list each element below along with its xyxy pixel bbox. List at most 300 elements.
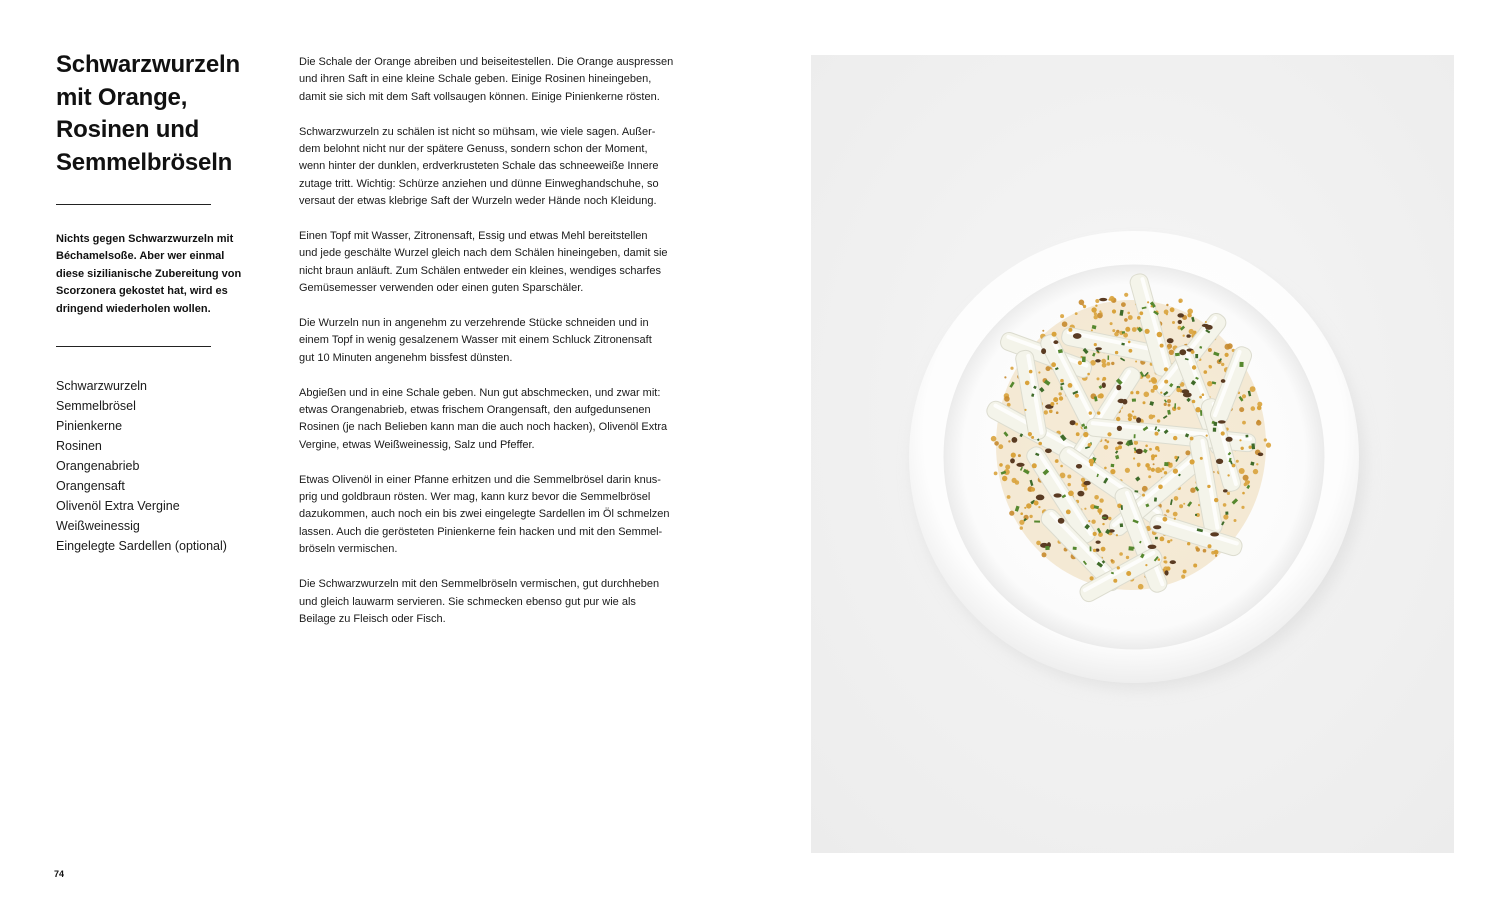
crumb xyxy=(1193,564,1197,568)
crumb xyxy=(1249,446,1252,449)
title-line: Semmelbröseln xyxy=(56,148,233,176)
raisin xyxy=(1054,493,1062,497)
raisin xyxy=(1177,313,1184,317)
crumb xyxy=(1137,465,1140,468)
crumb xyxy=(1174,456,1177,459)
crumb xyxy=(1155,432,1159,436)
text-line: Die Wurzeln nun in angenehm zu verzehrende Stücke schneiden und in xyxy=(299,317,649,330)
raisin xyxy=(1010,458,1015,463)
crumb xyxy=(1068,383,1073,388)
crumb xyxy=(1223,503,1227,507)
crumb xyxy=(1190,488,1195,493)
crumb xyxy=(1203,549,1207,553)
crumb xyxy=(1068,483,1071,486)
ingredient-item: Rosinen xyxy=(56,439,102,453)
text-line: gut 10 Minuten angenehm bissfest dünsten. xyxy=(299,351,513,364)
crumb xyxy=(1105,439,1107,441)
crumb xyxy=(1002,476,1007,481)
crumb xyxy=(1060,314,1064,318)
raisin xyxy=(1012,437,1018,443)
crumb xyxy=(1187,313,1191,317)
text-line: Vergine, etwas Weißweinessig, Salz und Pfeffer. xyxy=(299,438,535,451)
herb xyxy=(1034,521,1040,523)
raisin xyxy=(1165,570,1169,575)
crumb xyxy=(1190,459,1195,464)
raisin xyxy=(1210,532,1219,536)
crumb xyxy=(1250,386,1256,392)
crumb xyxy=(1102,523,1104,525)
crumb xyxy=(1026,503,1031,508)
text-line: Beilage zu Fleisch oder Fisch. xyxy=(299,612,446,625)
instruction-paragraph xyxy=(299,385,709,455)
text-line: prig und goldbraun rösten. Wer mag, kann kurz bevor die Semmelbrösel xyxy=(299,491,651,504)
crumb xyxy=(1225,353,1229,357)
crumb xyxy=(1097,377,1100,380)
crumb xyxy=(1009,511,1014,516)
crumb xyxy=(1004,376,1006,378)
raisin xyxy=(1167,338,1174,343)
raisin xyxy=(1170,560,1176,564)
crumb xyxy=(1234,519,1237,522)
crumb xyxy=(1157,419,1160,422)
crumb xyxy=(1060,465,1063,468)
crumb xyxy=(1166,566,1170,570)
crumb xyxy=(1050,402,1054,406)
crumb xyxy=(1158,558,1161,561)
crumb xyxy=(1127,312,1130,315)
crumb xyxy=(1010,367,1013,370)
crumb xyxy=(1256,463,1258,465)
instruction-paragraph xyxy=(299,315,709,367)
crumb xyxy=(1135,361,1137,363)
crumb xyxy=(1109,296,1114,301)
raisin xyxy=(1205,325,1213,330)
crumb xyxy=(1166,509,1169,512)
ingredient-item: Pinienkerne xyxy=(56,419,123,433)
text-line: Einen Topf mit Wasser, Zitronensaft, Essig und etwas Mehl bereitstellen xyxy=(299,230,648,243)
instruction-paragraph xyxy=(299,472,709,559)
crumb xyxy=(1178,299,1182,303)
crumb xyxy=(1242,394,1246,398)
crumb xyxy=(1125,327,1130,332)
crumb xyxy=(1147,301,1149,303)
crumb xyxy=(1068,328,1072,332)
crumb xyxy=(994,472,998,476)
crumb xyxy=(1161,468,1164,471)
divider xyxy=(56,346,211,347)
crumb xyxy=(1145,329,1150,334)
crumb xyxy=(1025,381,1030,386)
crumb xyxy=(1020,526,1023,529)
crumb xyxy=(1038,442,1042,446)
crumb xyxy=(1052,332,1057,337)
raisin xyxy=(1073,333,1082,339)
crumb xyxy=(1206,435,1208,437)
crumb xyxy=(1049,410,1053,414)
crumb xyxy=(1112,329,1115,332)
crumb xyxy=(1089,459,1094,464)
crumb xyxy=(1100,312,1102,314)
crumb xyxy=(1124,293,1128,297)
herb xyxy=(1132,399,1136,402)
crumb xyxy=(1094,495,1099,500)
crumb xyxy=(1031,487,1035,491)
crumb xyxy=(1174,518,1176,520)
crumb xyxy=(1056,411,1059,414)
crumb xyxy=(1108,517,1111,520)
crumb xyxy=(1152,415,1155,418)
crumb xyxy=(1158,485,1163,490)
crumb xyxy=(1208,348,1212,352)
crumb xyxy=(991,436,997,442)
crumb xyxy=(1111,559,1114,562)
crumb xyxy=(1031,436,1034,439)
crumb xyxy=(1098,532,1103,537)
crumb xyxy=(1142,494,1145,497)
crumb xyxy=(1104,467,1107,470)
crumb xyxy=(1214,498,1218,502)
crumb xyxy=(1083,432,1088,437)
crumb xyxy=(1067,475,1071,479)
raisin xyxy=(1095,347,1102,350)
raisin xyxy=(1221,379,1226,383)
ingredient-item: Orangensaft xyxy=(56,479,125,493)
raisin xyxy=(1117,441,1123,444)
crumb xyxy=(1139,311,1143,315)
crumb xyxy=(1130,391,1133,394)
instruction-paragraph xyxy=(299,228,709,298)
crumb xyxy=(1059,396,1063,400)
crumb xyxy=(1177,407,1180,410)
recipe-title xyxy=(56,49,266,179)
crumb xyxy=(1046,366,1051,371)
raisin xyxy=(1218,420,1226,423)
dish-photo xyxy=(811,55,1454,853)
crumb xyxy=(1168,404,1171,407)
raisin xyxy=(1045,449,1052,454)
crumb xyxy=(998,444,1003,449)
crumb xyxy=(1042,552,1047,557)
title-line: Schwarzwurzeln xyxy=(56,51,240,78)
crumb xyxy=(1191,350,1195,354)
crumb xyxy=(1179,504,1183,508)
crumb xyxy=(1241,447,1244,450)
text-line: damit sie sich mit dem Saft vollsaugen können. Einige Pinienkerne rösten. xyxy=(299,90,660,103)
crumb xyxy=(1102,377,1106,381)
herb xyxy=(1225,512,1228,515)
crumb xyxy=(1028,432,1032,436)
intro-line: diese sizilianische Zubereitung von xyxy=(56,267,242,280)
crumb xyxy=(1128,417,1132,421)
crumb xyxy=(1008,440,1010,442)
title-line: Rosinen und xyxy=(56,116,200,143)
crumb xyxy=(1084,487,1088,491)
crumb xyxy=(1196,548,1200,552)
herb xyxy=(1195,354,1198,358)
herb xyxy=(1213,428,1216,432)
crumb xyxy=(1239,439,1241,441)
crumb xyxy=(1095,305,1097,307)
crumb xyxy=(1094,343,1097,346)
crumb xyxy=(1164,556,1167,559)
crumb xyxy=(1155,455,1158,458)
crumb xyxy=(1149,448,1152,451)
raisin xyxy=(1117,426,1122,431)
text-line: dazukommen, auch noch ein bis zwei eingelegte Sardellen im Öl schmelzen xyxy=(299,508,670,521)
crumb xyxy=(1183,570,1187,574)
crumb xyxy=(1242,421,1246,425)
crumb xyxy=(1004,396,1010,402)
crumb xyxy=(1099,393,1104,398)
herb xyxy=(1195,514,1197,516)
crumb xyxy=(1051,362,1056,367)
crumb xyxy=(1169,350,1174,355)
ingredient-item: Weißweinessig xyxy=(56,519,140,533)
text-line: lassen. Auch die gerösteten Pinienkerne fein hacken und mit den Semmel- xyxy=(299,525,663,538)
crumb xyxy=(1128,341,1131,344)
crumb xyxy=(1223,514,1228,519)
crumb xyxy=(1200,457,1203,460)
crumb xyxy=(1058,392,1061,395)
crumb xyxy=(1266,443,1271,448)
crumb xyxy=(1101,359,1106,364)
crumb xyxy=(1173,469,1178,474)
crumb xyxy=(1019,520,1024,525)
crumb xyxy=(1242,492,1245,495)
ingredient-item: Orangenabrieb xyxy=(56,459,140,473)
raisin xyxy=(1077,491,1084,497)
crumb xyxy=(1164,471,1167,474)
crumb xyxy=(1232,464,1236,468)
recipe-intro xyxy=(56,231,256,318)
crumb xyxy=(1163,561,1165,563)
herb xyxy=(1073,547,1077,550)
crumb xyxy=(1207,381,1212,386)
crumb xyxy=(1144,392,1150,398)
text-line: Die Schwarzwurzeln mit den Semmelbröseln vermischen, gut durchheben xyxy=(299,578,660,591)
crumb xyxy=(1149,380,1151,382)
raisin xyxy=(1258,453,1264,457)
intro-line: dringend wiederholen wollen. xyxy=(56,302,211,315)
crumb xyxy=(1195,407,1200,412)
crumb xyxy=(1018,454,1021,457)
crumb xyxy=(1176,388,1181,393)
divider xyxy=(56,204,211,205)
crumb xyxy=(1133,457,1135,459)
crumb xyxy=(1225,344,1231,350)
raisin xyxy=(1186,334,1190,337)
text-line: Schwarzwurzeln zu schälen ist nicht so mühsam, wie viele sagen. Außer- xyxy=(299,125,656,138)
text-line: einem Topf in wenig gesalzenem Wasser mit einem Schluck Zitronensaft xyxy=(299,334,652,347)
crumb xyxy=(1090,576,1094,580)
crumb xyxy=(1083,305,1086,308)
herb xyxy=(1090,547,1092,552)
crumb xyxy=(1107,362,1111,366)
crumb xyxy=(1011,453,1016,458)
crumb xyxy=(1166,304,1168,306)
text-line: wenn hinter der dunklen, erdverkrusteten Schale das schneeweiße Innere xyxy=(299,160,659,173)
crumb xyxy=(1038,506,1040,508)
herb xyxy=(1108,355,1110,359)
crumb xyxy=(1097,411,1100,414)
raisin xyxy=(1116,385,1121,391)
crumb xyxy=(1095,299,1099,303)
crumb xyxy=(1145,445,1148,448)
crumb xyxy=(1136,391,1140,395)
crumb xyxy=(1173,436,1177,440)
crumb xyxy=(1115,447,1119,451)
crumb xyxy=(1126,556,1129,559)
crumb xyxy=(1214,550,1219,555)
crumb xyxy=(1111,362,1114,365)
crumb xyxy=(1116,534,1118,536)
herb xyxy=(1082,356,1086,362)
herb xyxy=(1134,434,1136,438)
crumb xyxy=(1207,485,1210,488)
crumb xyxy=(1202,393,1205,396)
herb xyxy=(1213,422,1217,426)
crumb xyxy=(1128,315,1133,320)
crumb xyxy=(1110,469,1115,474)
crumb xyxy=(1192,400,1196,404)
text-line: und ihren Saft in eine kleine Schale geben. Einige Rosinen hineingeben, xyxy=(299,73,652,86)
crumb xyxy=(1038,371,1040,373)
text-line: nicht braun anläuft. Zum Schälen entweder ein kleines, wendiges scharfes xyxy=(299,264,661,277)
crumb xyxy=(1124,318,1128,322)
raisin xyxy=(1136,449,1143,454)
crumb xyxy=(1173,512,1178,517)
crumb xyxy=(1125,468,1130,473)
crumb xyxy=(1099,498,1103,502)
herb xyxy=(1121,505,1123,510)
crumb xyxy=(1062,321,1068,327)
text-line: Etwas Olivenöl in einer Pfanne erhitzen und die Semmelbrösel darin knus- xyxy=(299,473,661,486)
crumb xyxy=(1264,438,1267,441)
crumb xyxy=(1151,305,1153,307)
crumb xyxy=(1128,413,1132,417)
crumb xyxy=(1199,396,1202,399)
crumb xyxy=(1101,547,1106,552)
crumb xyxy=(1239,468,1245,474)
ingredient-item: Schwarzwurzeln xyxy=(56,379,148,393)
crumb xyxy=(1132,410,1134,412)
crumb xyxy=(1257,406,1262,411)
raisin xyxy=(1084,481,1091,485)
crumb xyxy=(1205,321,1207,323)
raisin xyxy=(1016,463,1024,467)
text-line: versaut der etwas klebrige Saft der Wurzeln weder Hände noch Kleidung. xyxy=(299,195,657,208)
herb xyxy=(1246,435,1249,438)
raisin xyxy=(1183,392,1192,397)
raisin xyxy=(1095,359,1101,362)
herb xyxy=(1200,410,1202,416)
crumb xyxy=(1088,443,1092,447)
crumb xyxy=(1107,432,1111,436)
herb xyxy=(1155,537,1158,540)
crumb xyxy=(1204,370,1208,374)
raisin xyxy=(1216,459,1223,464)
text-line: etwas Orangenabrieb, etwas frischem Orangensaft, den aufgedunsenen xyxy=(299,404,651,417)
raisin xyxy=(1178,320,1182,324)
crumb xyxy=(1166,313,1168,315)
raisin xyxy=(1136,417,1141,423)
instruction-paragraph xyxy=(299,124,709,211)
crumb xyxy=(1190,437,1194,441)
ingredient-item: Eingelegte Sardellen (optional) xyxy=(56,539,227,553)
crumb xyxy=(1253,469,1258,474)
crumb xyxy=(1020,512,1023,515)
crumb xyxy=(1091,329,1093,331)
recipe-instructions xyxy=(299,54,709,646)
crumb xyxy=(1227,474,1229,476)
raisin xyxy=(1102,382,1106,388)
raisin xyxy=(1223,489,1228,492)
raisin xyxy=(1099,298,1107,301)
crumb xyxy=(1005,465,1010,470)
crumb xyxy=(1113,579,1117,583)
crumb xyxy=(1116,417,1120,421)
crumb xyxy=(1075,312,1078,315)
crumb xyxy=(1036,541,1041,546)
raisin xyxy=(1179,349,1186,355)
crumb xyxy=(1129,349,1133,353)
crumb xyxy=(1215,555,1217,557)
crumb xyxy=(1155,467,1161,473)
raisin xyxy=(1153,525,1161,529)
crumb xyxy=(1170,539,1172,541)
herb xyxy=(1164,462,1168,466)
crumb xyxy=(1209,365,1212,368)
crumb xyxy=(1236,460,1239,463)
text-line: und gleich lauwarm servieren. Sie schmecken ebenso gut pur wie als xyxy=(299,595,636,608)
crumb xyxy=(1153,463,1155,465)
crumb xyxy=(1056,403,1058,405)
crumb xyxy=(1087,373,1090,376)
herb xyxy=(1120,523,1123,527)
crumb xyxy=(1155,446,1159,450)
crumb xyxy=(1114,332,1119,337)
text-line: bröseln vermischen. xyxy=(299,543,398,556)
crumb xyxy=(1094,312,1097,315)
crumb xyxy=(1247,481,1250,484)
raisin xyxy=(1058,518,1065,524)
crumb xyxy=(1012,478,1017,483)
crumb xyxy=(1192,365,1196,369)
crumb xyxy=(1183,335,1185,337)
raisin xyxy=(1053,340,1058,344)
text-line: zutage tritt. Wichtig: Schürze anziehen und dünne Einweghandschuhe, so xyxy=(299,177,659,190)
crumb xyxy=(1119,552,1123,556)
crumb xyxy=(1106,440,1109,443)
crumb xyxy=(1227,492,1230,495)
crumb xyxy=(1068,491,1074,497)
crumb xyxy=(1089,411,1092,414)
crumb xyxy=(1024,507,1026,509)
crumb xyxy=(1066,510,1071,515)
crumb xyxy=(1187,542,1190,545)
crumb xyxy=(1093,532,1097,536)
ingredient-item: Olivenöl Extra Vergine xyxy=(56,499,180,513)
crumb xyxy=(1104,445,1109,450)
crumb xyxy=(1060,379,1064,383)
crumb xyxy=(1181,575,1185,579)
intro-line: Nichts gegen Schwarzwurzeln mit xyxy=(56,233,234,245)
crumb xyxy=(1044,410,1048,414)
crumb xyxy=(1132,327,1137,332)
crumb xyxy=(1138,584,1144,590)
raisin xyxy=(1070,420,1076,425)
herb xyxy=(1239,362,1243,367)
